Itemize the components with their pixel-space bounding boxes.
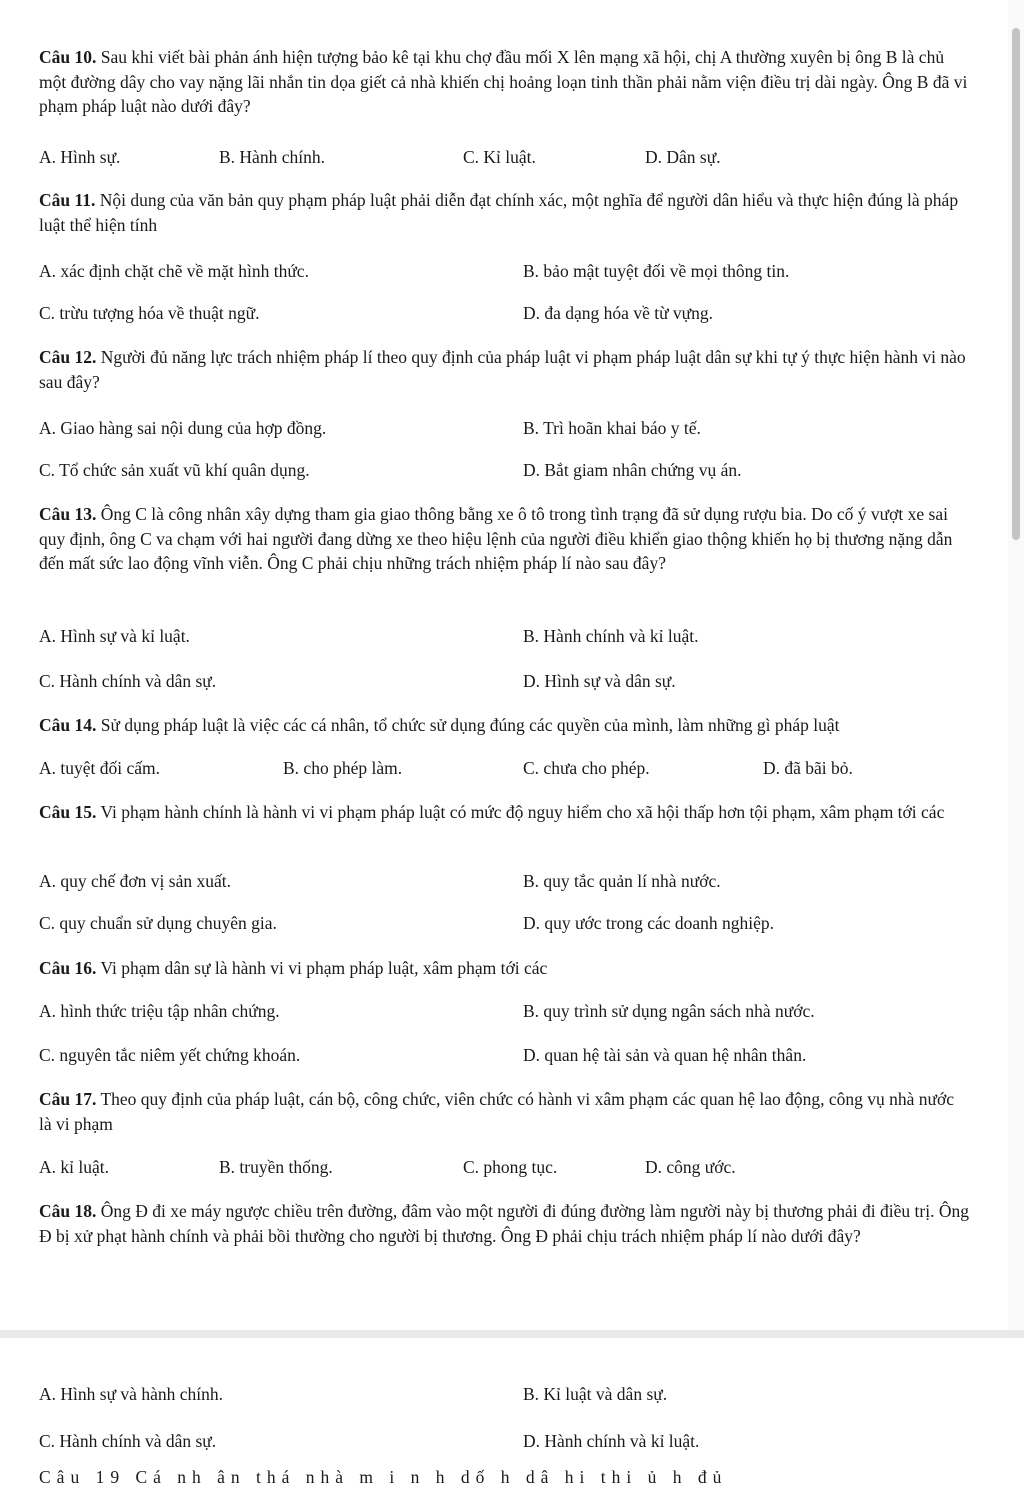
question-15-option-a: A. quy chế đơn vị sản xuất. <box>39 871 231 891</box>
question-11-option-b: B. bảo mật tuyệt đối về mọi thông tin. <box>523 261 790 281</box>
question-16-option-d: D. quan hệ tài sản và quan hệ nhân thân. <box>523 1045 807 1065</box>
question-10-text: Sau khi viết bài phản ánh hiện tượng bảo kê tại khu chợ đầu mối X lên mạng xã hội, chị A thường xuyên bị ông B là chủ một đường dây cho vay nặng lãi nhắn tin dọa giết cả nhà khiến chị hoảng loạn tinh thần phải nằm viện điều trị dài ngày. Ông B đã vi phạm pháp luật nào dưới đây? <box>39 47 968 117</box>
question-11-text: Nội dung của văn bản quy phạm pháp luật phải diễn đạt chính xác, một nghĩa để người dân hiểu và thực hiện đúng là pháp luật thể hiện tính <box>39 190 959 235</box>
question-18-option-d: D. Hành chính và kỉ luật. <box>523 1431 700 1451</box>
question-15-option-c: C. quy chuẩn sử dụng chuyên gia. <box>39 913 277 933</box>
question-16-stem <box>39 956 969 981</box>
question-19-truncated-line: Câu 19 Cá nh ân thá nhà m i n h dố h dâ hi thi ủ h đủ <box>39 1467 728 1487</box>
question-13-option-b: B. Hành chính và kỉ luật. <box>523 626 699 646</box>
question-17-option-a: A. kỉ luật. <box>39 1157 109 1177</box>
page-separator <box>0 1330 1024 1338</box>
scrollbar-thumb[interactable] <box>1012 28 1020 540</box>
question-16-text: Vi phạm dân sự là hành vi vi phạm pháp luật, xâm phạm tới các <box>100 958 548 978</box>
question-14-number: Câu 14. <box>39 715 97 735</box>
question-15-text: Vi phạm hành chính là hành vi vi phạm pháp luật có mức độ nguy hiểm cho xã hội thấp hơn tội phạm, xâm phạm tới các <box>100 802 945 822</box>
question-13-text: Ông C là công nhân xây dựng tham gia giao thông bằng xe ô tô trong tình trạng đã sử dụng rượu bia. Do cố ý vượt xe sai quy định, ông C va chạm với hai người đang dừng xe theo hiệu lệnh của người điều khiển giao thộng khiến họ bị thương nặng dẫn đến mất sức lao động vĩnh viễn. Ông C phải chịu những trách nhiệm pháp lí nào sau đây? <box>39 504 953 574</box>
question-14-stem <box>39 713 969 738</box>
question-18-number: Câu 18. <box>39 1201 97 1221</box>
question-14-option-c: C. chưa cho phép. <box>523 758 650 778</box>
question-18-option-c: C. Hành chính và dân sự. <box>39 1431 217 1451</box>
question-12-option-c: C. Tổ chức sản xuất vũ khí quân dụng. <box>39 460 310 480</box>
question-15-option-d: D. quy ước trong các doanh nghiệp. <box>523 913 775 933</box>
question-13-number: Câu 13. <box>39 504 97 524</box>
question-18-option-b: B. Kỉ luật và dân sự. <box>523 1384 668 1404</box>
question-17-stem <box>39 1087 969 1136</box>
question-12-option-d: D. Bắt giam nhân chứng vụ án. <box>523 460 742 480</box>
question-10-option-c: C. Kỉ luật. <box>463 147 536 167</box>
question-17-option-b: B. truyền thống. <box>219 1157 333 1177</box>
question-14-option-d: D. đã bãi bỏ. <box>763 758 853 778</box>
question-18-stem <box>39 1199 969 1248</box>
question-14-option-a: A. tuyệt đối cấm. <box>39 758 161 778</box>
question-12-number: Câu 12. <box>39 347 97 367</box>
question-13-option-d: D. Hình sự và dân sự. <box>523 671 676 691</box>
question-11-option-a: A. xác định chặt chẽ về mặt hình thức. <box>39 261 309 281</box>
question-18-text: Ông Đ đi xe máy ngược chiều trên đường, đâm vào một người đi đúng đường làm người này bị thương phải đi điều trị. Ông Đ bị xử phạt hành chính và phải bồi thường cho người bị thương. Ông Đ phải chịu trách nhiệm pháp lí nào dưới đây? <box>39 1201 969 1246</box>
question-10-option-a: A. Hình sự. <box>39 147 121 167</box>
vertical-scrollbar[interactable] <box>1008 0 1024 1330</box>
question-10-stem <box>39 45 969 119</box>
question-11-option-d: D. đa dạng hóa về từ vựng. <box>523 303 714 323</box>
question-15-number: Câu 15. <box>39 802 97 822</box>
question-17-option-d: D. công ước. <box>645 1157 736 1177</box>
question-16-number: Câu 16. <box>39 958 97 978</box>
question-17-text: Theo quy định của pháp luật, cán bộ, công chức, viên chức có hành vi xâm phạm các quan hệ lao động, công vụ nhà nước là vi phạm <box>39 1089 955 1134</box>
question-13-stem <box>39 502 969 576</box>
question-17-number: Câu 17. <box>39 1089 97 1109</box>
question-12-option-b: B. Trì hoãn khai báo y tế. <box>523 418 701 438</box>
question-18-option-a: A. Hình sự và hành chính. <box>39 1384 223 1404</box>
question-16-option-b: B. quy trình sử dụng ngân sách nhà nước. <box>523 1001 815 1021</box>
question-15-option-b: B. quy tắc quản lí nhà nước. <box>523 871 721 891</box>
question-10-option-b: B. Hành chính. <box>219 147 325 167</box>
question-14-text: Sử dụng pháp luật là việc các cá nhân, tổ chức sử dụng đúng các quyền của mình, làm những gì pháp luật <box>100 715 840 735</box>
question-13-option-c: C. Hành chính và dân sự. <box>39 671 217 691</box>
question-11-stem <box>39 188 969 237</box>
document-page-2 <box>0 1338 1024 1479</box>
question-11-number: Câu 11. <box>39 190 96 210</box>
question-12-option-a: A. Giao hàng sai nội dung của hợp đồng. <box>39 418 327 438</box>
question-15-stem <box>39 800 969 825</box>
question-13-option-a: A. Hình sự và kỉ luật. <box>39 626 190 646</box>
question-16-option-c: C. nguyên tắc niêm yết chứng khoán. <box>39 1045 301 1065</box>
question-12-stem <box>39 345 969 394</box>
question-10-number: Câu 10. <box>39 47 97 67</box>
question-11-option-c: C. trừu tượng hóa về thuật ngữ. <box>39 303 260 323</box>
question-17-option-c: C. phong tục. <box>463 1157 558 1177</box>
question-16-option-a: A. hình thức triệu tập nhân chứng. <box>39 1001 280 1021</box>
question-14-option-b: B. cho phép làm. <box>283 758 403 778</box>
question-10-option-d: D. Dân sự. <box>645 147 721 167</box>
question-12-text: Người đủ năng lực trách nhiệm pháp lí theo quy định của pháp luật vi phạm pháp luật dân sự khi tự ý thực hiện hành vi nào sau đây? <box>39 347 966 392</box>
